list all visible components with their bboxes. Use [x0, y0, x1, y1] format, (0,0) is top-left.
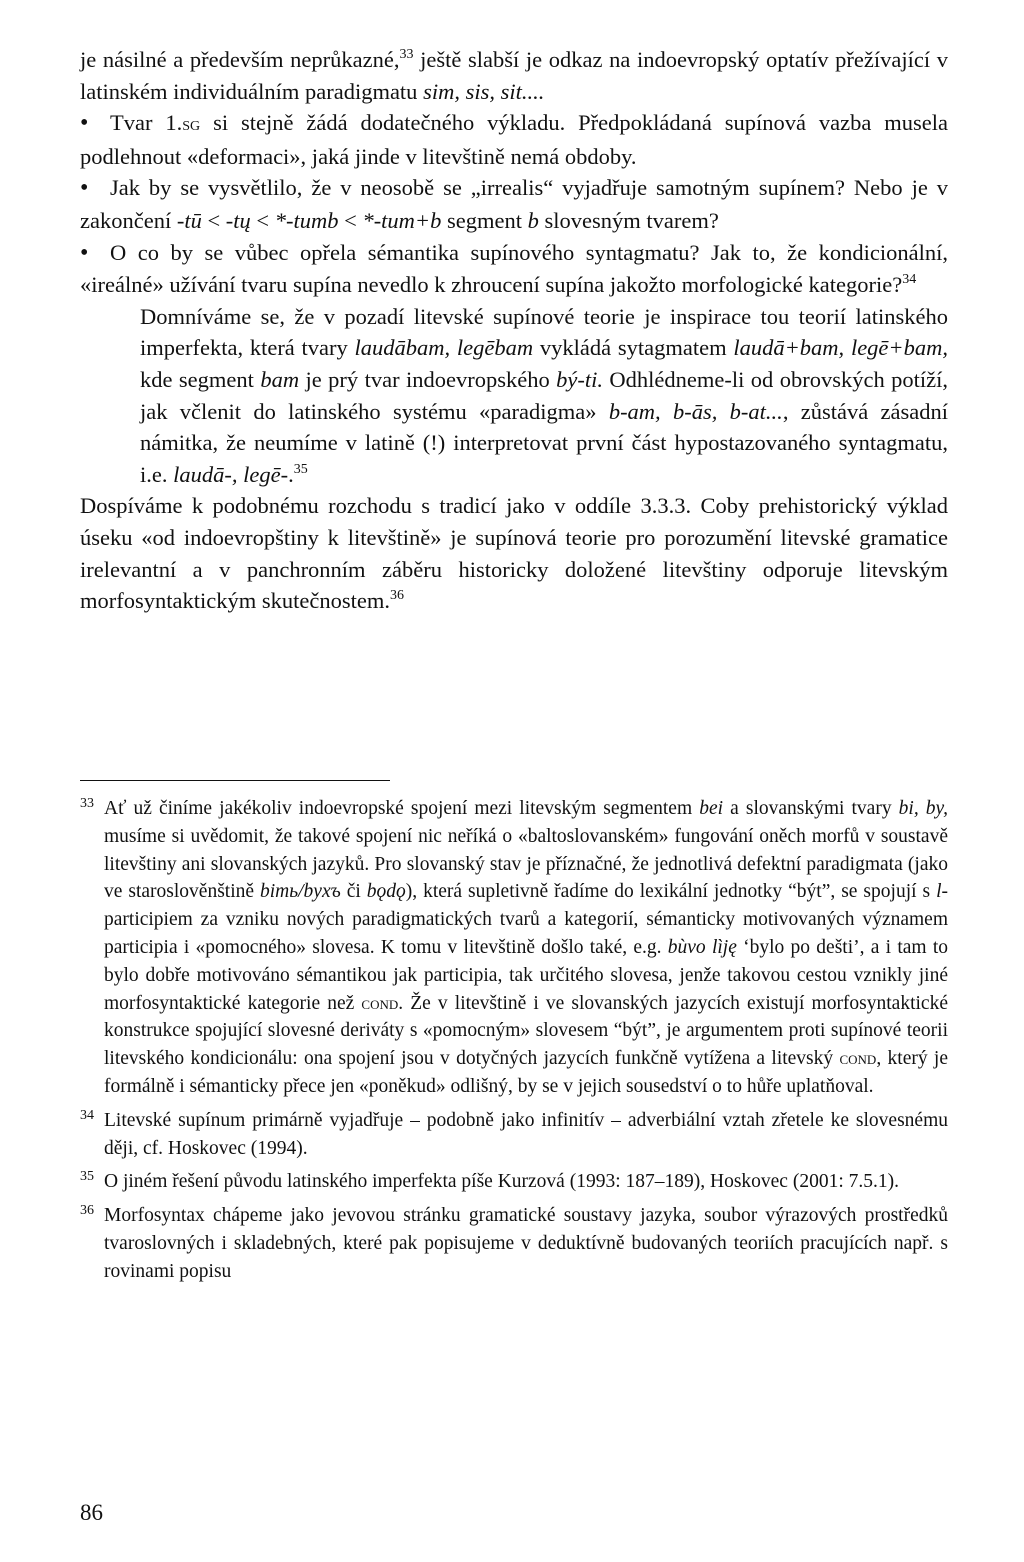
text: Jak by se vysvětlilo, že v neosobě se „irrealis“ vyjadřuje samotným supínem? Nebo je v zakončení	[80, 175, 948, 233]
footnote-number: 34	[80, 1107, 94, 1123]
text: Ať už činíme jakékoliv indoevropské spojení mezi litevským segmentem	[104, 798, 700, 819]
text: O co by se vůbec opřela sémantika supínového syntagmatu? Jak to, že kondicionální, «ireálné» užívání tvaru supína nevedlo k zhroucení supína jakožto morfologické kategorie?	[80, 239, 948, 298]
text: ještě slabší je odkaz na indoevropský optatív přežívající v latinském individuálním paradigmatu	[80, 47, 948, 104]
footnote-ref-35: 35	[293, 461, 308, 477]
text: Dospíváme k podobnému rozchodu s tradicí jako v oddíle 3.3.3. Coby prehistorický výklad úseku «od indoevropštiny k litevštině» je supínová teorie pro porozumění litevské gramatice irelevantní a v panchronním záběru historicky doložené litevštiny odporuje litevským morfosyntaktickým skutečnostem.	[80, 493, 948, 614]
italic-text: -tū	[176, 207, 202, 233]
italic-text: *-tumb	[274, 207, 339, 233]
italic-text: bý-ti.	[556, 366, 603, 392]
text: vykládá sytagmatem	[533, 335, 734, 361]
italic-text: bi, by,	[898, 798, 949, 819]
italic-text: *-tum+b	[362, 207, 442, 233]
text: Tvar 1.	[110, 110, 183, 136]
bullet-icon	[80, 172, 110, 205]
footnote-number: 33	[80, 796, 94, 811]
text: či	[340, 881, 367, 903]
main-text	[80, 44, 948, 617]
italic-text: bimь/byxъ	[260, 881, 341, 903]
text: -participiem za vzniku nových paradigmatických tvarů a kategorií, sémanticky motivovaných významem participia i «pomocného» slovesa. K tomu v litevštině došlo také, e.g.	[104, 881, 948, 958]
italic-text: laudābam, legēbam	[354, 335, 534, 361]
text: Morfosyntax chápeme jako jevovou stránku gramatické soustavy jazyka, soubor výrazových prostředků tvaroslovných i skladebných, které pak popisujeme v deduktívně budovaných teoriích pracujících např. s rovinami popisu	[104, 1205, 948, 1282]
small-caps-text: cond	[361, 992, 399, 1013]
page-number: 86	[80, 1500, 103, 1525]
text: O jiném řešení původu latinského imperfekta píše Kurzová (1993: 187–189), Hoskovec (2001: 7.5.1).	[104, 1171, 899, 1193]
footnote-33	[80, 795, 948, 1101]
text: .	[288, 461, 294, 487]
text: si stejně žádá dodatečného výkladu. Předpokládaná supínová vazba musela podlehnout «deformaci», jaká jinde v litevštině nemá obdoby.	[80, 110, 948, 169]
text: je prý tvar indoevropského	[299, 366, 557, 392]
footnote-ref-34: 34	[902, 272, 917, 288]
text: . Že v litevštině i ve slovanských jazycích existují morfosyntaktické konstrukce spojující slovesné deriváty s «pomocným» slovesem “být”, je argumentem proti supínové teorii litevského kondicionálu: ona spojení jsou v dotyčných jazycích funkčně vytížena a litevský	[104, 992, 948, 1070]
paragraph-1	[80, 44, 948, 107]
bullet-item-3	[80, 237, 948, 301]
bullet-item-2	[80, 172, 948, 236]
italic-text: bǫdǫ	[366, 881, 406, 903]
bullet-item-1	[80, 107, 948, 172]
footnote-ref-36: 36	[389, 588, 404, 604]
text: musíme si uvědomit, že takové spojení nic neříká o «baltoslovanském» fungování oněch morfů v soustavě litevštiny ani slovanských jazyků. Pro slovanský stav je příznačné, že jednotlivá defektní paradigmata (jako ve staroslověnštině	[104, 825, 948, 903]
text: a slovanskými tvary	[723, 798, 899, 819]
text: Odhlédneme-li od obrovských potíží, jak včlenit do latinského systému «paradigma»	[140, 366, 949, 424]
text: slovesným tvarem?	[538, 207, 719, 233]
text: je násilné a především neprůkazné,	[80, 47, 400, 72]
italic-text: l	[936, 881, 942, 903]
bullet-icon	[80, 107, 110, 140]
text: , zůstává zásadní námitka, že neumíme v latině (!) interpretovat první část hypostazovaného syntagmatu, i.e.	[140, 398, 949, 487]
text: <	[338, 207, 363, 233]
footnote-ref-33: 33	[399, 47, 414, 62]
italic-text: b-am, b-ās, b-at...	[608, 398, 783, 424]
bullet-icon	[80, 237, 110, 270]
italic-text: laudā+bam, legē+bam,	[733, 335, 948, 361]
footnote-34	[80, 1107, 948, 1163]
italic-text: sim, sis, sit....	[423, 78, 545, 104]
text: ), která supletivně řadíme do lexikální jednotky “být”, se spojují s	[405, 881, 937, 903]
text: segment	[441, 207, 528, 233]
footnote-number: 36	[80, 1203, 94, 1219]
text: <	[201, 207, 226, 233]
text: ‘bylo po dešti’, a i tam to bylo dobře motivováno sémantikou jak participia, tak určitého slovesa, jenže takovou cestou vznikly jiné morfosyntaktické kategorie než	[104, 936, 948, 1014]
italic-text: bùvo lìję	[667, 936, 737, 958]
text: Domníváme se, že v pozadí litevské supínové teorie je inspirace tou teorií latinského imperfekta, která tvary	[140, 303, 948, 361]
text: <	[250, 207, 275, 233]
italic-text: b	[527, 207, 539, 233]
text: , který je formálně i sémanticky přece jen «poněkud» odlišný, by se v jejich sousedství o to hůře uplatňoval.	[104, 1048, 948, 1097]
footnote-separator	[80, 780, 390, 781]
footnote-36	[80, 1202, 948, 1285]
paragraph-2	[80, 490, 948, 616]
footnote-35	[80, 1168, 948, 1196]
indented-quote	[140, 301, 948, 491]
italic-text: bei	[699, 798, 724, 819]
footnote-number: 35	[80, 1169, 94, 1185]
small-caps-text: sg	[182, 113, 201, 136]
footnotes	[80, 795, 948, 1292]
italic-text: bam	[260, 366, 300, 392]
text: Litevské supínum primárně vyjadřuje – podobně jako infinitív – adverbiální vztah zřetele ke slovesnému ději, cf. Hoskovec (1994).	[104, 1109, 948, 1159]
italic-text: -tų	[225, 207, 251, 233]
italic-text: laudā-, legē-	[173, 461, 289, 487]
text: kde segment	[140, 366, 261, 392]
small-caps-text: cond	[839, 1048, 877, 1069]
